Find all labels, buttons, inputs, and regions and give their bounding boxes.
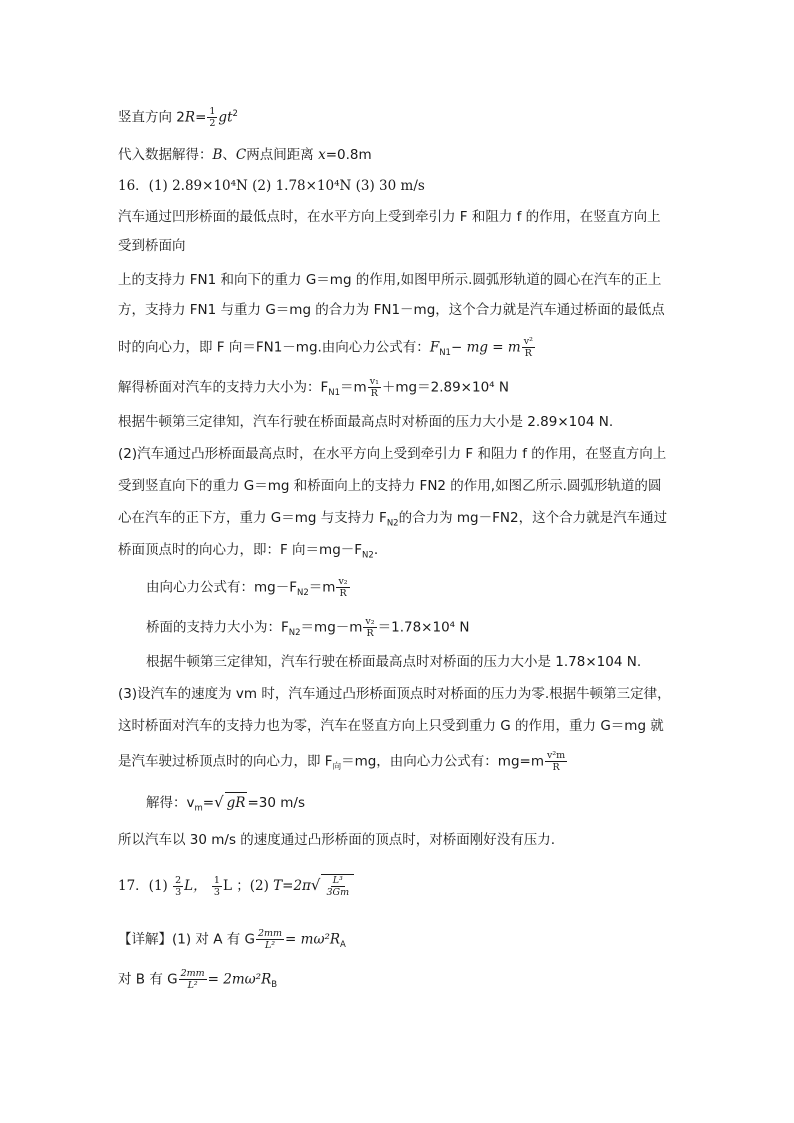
numerator: 1	[213, 875, 220, 886]
paragraph-line: 受到竖直向下的重力 G＝mg 和桥面向上的支持力 FN2 的作用,如图乙所示.圆弧形轨道的圆	[118, 478, 662, 494]
line-solve-speed	[146, 792, 305, 813]
numerator: v²	[523, 336, 533, 347]
denominator: 2	[209, 118, 216, 129]
denominator: 3	[213, 887, 220, 898]
numerator: 2mm	[257, 928, 283, 939]
numerator: 2	[175, 875, 182, 886]
text: 两点间距离	[246, 147, 319, 163]
paragraph-line: (3)设汽车的速度为 vm 时，汽车通过凸形桥面顶点时对桥面的压力为零.根据牛顿第三定律，	[118, 686, 671, 702]
paragraph-line: 根据牛顿第三定律知，汽车行驶在桥面最高点时对桥面的压力大小是 2.89×104 N.	[118, 414, 614, 430]
line-support-force-2	[146, 616, 469, 639]
paragraph-line: 受到桥面向	[118, 238, 186, 254]
math-expr: = mω²R	[285, 931, 341, 948]
line-centripetal-2	[146, 576, 351, 599]
subscript: 向	[332, 762, 342, 773]
text: 桥面的支持力大小为：F	[146, 619, 289, 636]
text: 时的向心力，即 F 向＝FN1－mg.由向心力公式有：	[118, 339, 430, 356]
text: =30 m/s	[247, 795, 305, 811]
text: 解得：v	[146, 795, 195, 811]
numerator: v₁	[369, 376, 379, 387]
math-var: L，	[184, 878, 207, 894]
math-var: F	[429, 339, 440, 356]
line-detail-b	[118, 968, 277, 991]
denominator: L²	[264, 940, 276, 951]
fraction	[368, 376, 381, 399]
denominator: 3Gm	[326, 887, 350, 898]
numerator: v₂	[365, 616, 375, 627]
fraction	[363, 616, 376, 639]
fraction	[522, 336, 535, 359]
paragraph-line: 根据牛顿第三定律知，汽车行驶在桥面最高点时对桥面的压力大小是 1.78×104 N.	[146, 654, 642, 670]
denominator: 3	[175, 887, 182, 898]
denominator: R	[370, 388, 378, 399]
paragraph-line: (2)汽车通过凸形桥面最高点时，在水平方向上受到牵引力 F 和阻力 f 的作用，在竖直方向上	[118, 446, 667, 462]
text: 是汽车驶过桥顶点时的向心力，即 F	[118, 753, 333, 770]
text: ＝m	[308, 579, 336, 596]
denominator: R	[524, 348, 532, 359]
numerator: 2mm	[180, 968, 205, 979]
fraction	[179, 968, 207, 991]
math-var: B	[212, 147, 223, 163]
denominator: R	[366, 628, 374, 639]
fraction	[207, 106, 217, 129]
superscript: 2	[232, 109, 238, 119]
sqrt-icon: √	[214, 793, 224, 811]
text: 桥面顶点时的向心力，即：F 向＝mg－F	[118, 542, 363, 558]
text: .	[373, 542, 379, 558]
fraction	[212, 875, 222, 898]
text: 的合力为 mg－FN2，这个合力就是汽车通过	[398, 510, 668, 526]
text: 对 B 有 G	[118, 971, 178, 988]
subscript: N2	[297, 588, 309, 599]
line-answer-17	[118, 874, 354, 898]
paragraph-line: 上的支持力 FN1 和向下的重力 G＝mg 的作用,如图甲所示.圆弧形轨道的圆心在汽车的正上	[118, 272, 662, 288]
fraction	[173, 875, 183, 898]
text: 由向心力公式有：mg－F	[146, 579, 297, 596]
numerator: 1	[209, 106, 216, 117]
denominator: R	[552, 762, 560, 773]
line-detail-a	[118, 928, 346, 951]
subscript: B	[271, 980, 278, 991]
math-expr: − mg = m	[450, 339, 521, 356]
text: L ；(2)	[222, 878, 274, 894]
numerator: v²m	[546, 750, 566, 761]
line-centripetal-3	[118, 750, 568, 773]
subscript: N2	[362, 550, 374, 561]
text: ＝m	[340, 379, 367, 396]
line-distance	[118, 145, 372, 165]
math-var: gt	[218, 109, 233, 126]
fraction	[324, 875, 351, 898]
math-var: T=2π	[273, 878, 311, 894]
text: ＋mg＝2.89×10⁴ N	[381, 379, 509, 396]
text: 心在汽车的正下方，重力 G＝mg 与支持力 F	[118, 510, 387, 526]
text: 【详解】(1) 对 A 有 G	[118, 931, 255, 948]
fraction	[256, 928, 284, 951]
fraction	[336, 576, 349, 599]
subscript: N2	[386, 518, 399, 529]
radicand	[321, 874, 354, 898]
text: ＝mg－m	[300, 619, 363, 636]
text: 竖直方向 2	[118, 109, 185, 126]
math-var: x	[318, 147, 326, 163]
math-var: R	[184, 109, 196, 126]
sqrt-icon: √	[310, 876, 321, 894]
text: 代入数据解得：	[118, 147, 213, 163]
text: ＝1.78×10⁴ N	[377, 619, 470, 636]
text: 、	[222, 147, 236, 163]
denominator: L²	[187, 980, 198, 991]
subscript: m	[194, 803, 203, 814]
text: ＝mg，由向心力公式有：mg=m	[341, 753, 544, 770]
paragraph-line	[118, 540, 378, 560]
paragraph-line	[118, 508, 667, 528]
math-expr: = 2mω²R	[207, 971, 272, 988]
subscript: N1	[328, 388, 341, 399]
text: =0.8m	[325, 147, 372, 163]
text: =	[202, 795, 215, 811]
paragraph-line: 方，支持力 FN1 与重力 G＝mg 的合力为 FN1－mg，这个合力就是汽车通过桥面的最低点	[118, 302, 665, 318]
line-answer-16: 16．(1) 2.89×10⁴N (2) 1.78×10⁴N (3) 30 m/s	[118, 178, 425, 194]
fraction	[545, 750, 567, 773]
text: 17．(1)	[118, 878, 173, 894]
subscript: A	[340, 940, 346, 951]
paragraph-line: 这时桥面对汽车的支持力也为零，汽车在竖直方向上只受到重力 G 的作用，重力 G＝mg 就	[118, 718, 664, 734]
paragraph-line: 汽车通过凹形桥面的最低点时，在水平方向上受到牵引力 F 和阻力 f 的作用，在竖直方向上	[118, 209, 661, 225]
paragraph-line: 所以汽车以 30 m/s 的速度通过凸形桥面的顶点时，对桥面刚好没有压力.	[118, 832, 556, 848]
math-var: C	[235, 147, 247, 163]
text: 解得桥面对汽车的支持力大小为：F	[118, 379, 329, 396]
numerator: L³	[332, 875, 343, 886]
line-centripetal-formula	[118, 336, 536, 359]
denominator: R	[339, 588, 347, 599]
subscript: N2	[288, 628, 301, 639]
line-support-force-1	[118, 376, 509, 399]
numerator: v₂	[338, 576, 348, 587]
line-vertical-eq	[118, 106, 238, 129]
radicand: gR	[225, 792, 248, 813]
text: =	[195, 109, 207, 126]
subscript: N1	[439, 348, 451, 359]
